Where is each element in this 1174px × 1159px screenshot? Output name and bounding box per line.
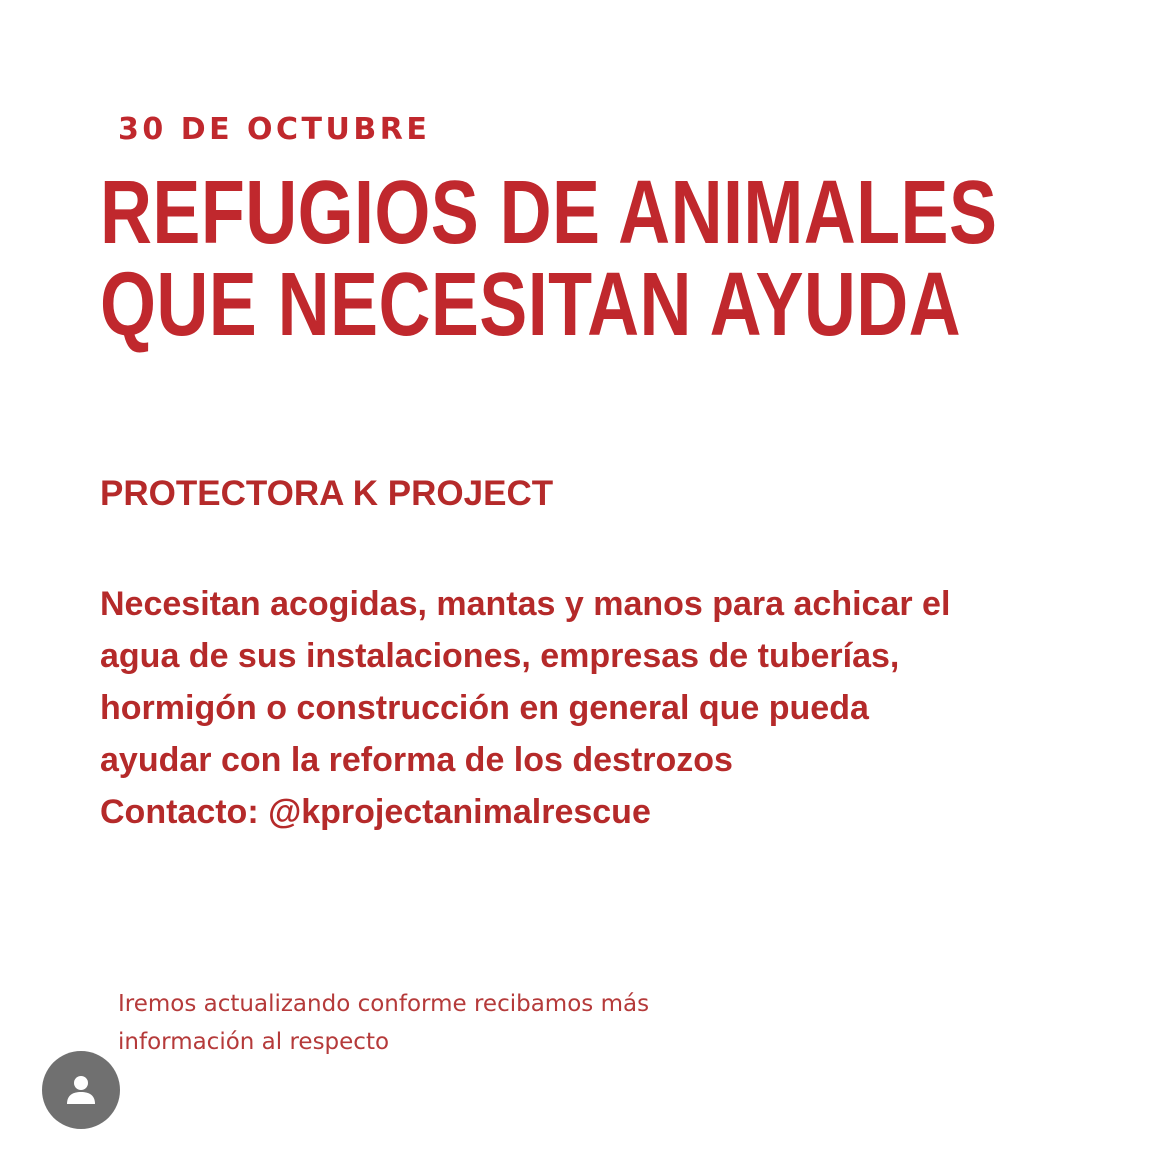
user-icon — [64, 1073, 98, 1107]
body-line: Necesitan acogidas, mantas y manos para achicar el — [100, 585, 951, 623]
headline-line: QUE NECESITAN AYUDA — [100, 255, 962, 355]
post-body — [100, 578, 1120, 838]
footnote-line: información al respecto — [118, 1029, 390, 1055]
body-line: agua de sus instalaciones, empresas de tuberías, — [100, 637, 900, 675]
body-line: ayudar con la reforma de los destrozos — [100, 741, 733, 779]
contact-line: Contacto: @kprojectanimalrescue — [100, 793, 651, 831]
body-line: hormigón o construcción en general que pueda — [100, 689, 869, 727]
headline-line: REFUGIOS DE ANIMALES — [100, 163, 998, 263]
avatar-button[interactable] — [42, 1051, 120, 1129]
organization-name: PROTECTORA K PROJECT — [100, 474, 554, 513]
headline — [100, 163, 1100, 355]
post-date: 30 DE OCTUBRE — [118, 112, 431, 147]
footnote — [118, 985, 758, 1061]
footnote-line: Iremos actualizando conforme recibamos más — [118, 991, 650, 1017]
